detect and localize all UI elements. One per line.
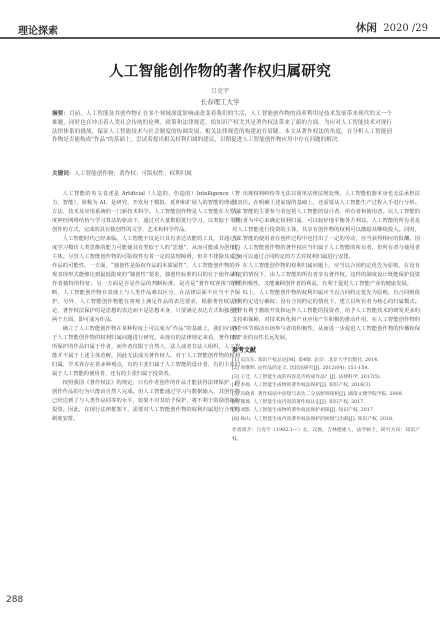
reference-item: [5] 冯晓青. 著作权法中思想与表达二分法原则探析[J]. 湖南文理学院学报, 2008. — [232, 391, 404, 397]
author-affiliation: 长春理工大学 — [200, 98, 240, 106]
author-bio: 作者简介：吕克宇（1992.1—）女，汉族，吉林德惠人，法学硕士，研究方向：知识产权。 — [232, 428, 420, 442]
reference-item: [2] 易继明. 论作品的定义. 比较法研究[J]. 2012(04): 151-154. — [232, 366, 369, 372]
reference-item: [4] 李扬. 人工智能生成物的著作权法保护[J]. 知识产权, 2016(3). — [232, 383, 372, 389]
reference-item: [1] 吴汉东. 知识产权总论[M]. 第4版. 北京：北京大学出版社, 2014. — [232, 358, 379, 363]
reference-item: [6] 熊琦. 人工智能生成内容的著作权认定[J]. 知识产权, 2017. — [232, 400, 365, 406]
article-author: 吕克宇 — [210, 88, 229, 95]
abstract-text: 目前，人工智能及其创作物正在多个领域深度影响或改变着我们的生活，人工智能创作物的商业利用是技术发展带来现代的又一个难题，同时也在冲击着人类社会传统的伦理、政策和法律规范。给知识产权尤其是著作权法带来了新的方面。为应对人工智能技术对现行法律体系的挑战，保证人工智能技术与社会制度的协调发展，相关法律规范的构建迫在眉睫。本文从著作权法的角度，在分析人工智能创作物是否能构成“作品”的基础上，尝试着提出相关权利归属的建议，以期促进人工智能创作物应用中存在问题的解决。 — [52, 111, 392, 144]
body-paragraph: 出现权利纠纷等无法以简单法律法规处理，人工智能机器本身也无法承担法律责任。在明确上述前提的基础上，还需要从人工智能生产过程入手进行分析。人工智能的主要参与者包括人工智能的设计者、所有者和使用者。以人工智能的所有者为中心来确定权利归属，可以较好地平衡各方利益。人工智能的所有者是对人工智能进行投资的主体，其享有创作物的权利可以激励其继续投入。同时，人工智能的使用者在创作过程中也付出了一定的劳动，应当获得相应的报酬。因此，人工智能创作物的著作权应当归属于人工智能的所有者，但所有者与使用者之间可以通过合同约定的方式对权利归属进行安排。 — [232, 191, 420, 260]
reference-item: [8] 孙山. 人工智能生成内容著作权法保护的困境与出路[J]. 知识产权, 2018. — [232, 416, 394, 422]
abstract-label: 摘要： — [52, 111, 70, 117]
reference-item: [3] 王迁. 人工智能生成的内容是否构成作品？[J]. 法律科学, 2017(5). — [232, 374, 382, 380]
keywords-label: 关键词： — [52, 171, 75, 177]
journal-brand: 休闲 — [355, 22, 377, 34]
references-heading: 参考文献 — [232, 347, 257, 354]
reference-item: [7] 刘影. 人工智能生成物的著作权法保护初探[J]. 知识产权, 2017. — [232, 408, 375, 414]
section-label: 理论探索 — [18, 26, 58, 37]
keywords-text: 人工智能创作物；著作权；可版权性；权利归属 — [74, 171, 192, 177]
article-title: 人工智能创作物的著作权归属研究 — [109, 64, 331, 80]
header-rule — [0, 37, 440, 39]
body-paragraph: 综上，人工智能创作物的权利归属应当以合同约定优先为原则，有合同则依合同约定进行确权；没有合同约定的情况下，建立以所有者为核心的归属模式。这样有利于激励开发和运作人工智能的投资者，给予人工智能技术的研发更多的支持和保障，对技术转化和产业应用产生积极的推动作用，在人工智能创作物的各个环节调动市场参与者的积极性，从而进一步促进人工智能创作物的传播和保护产业的良性长远发展。 — [232, 290, 420, 341]
body-paragraph: 确立了人工智能创作物在某种程度上可以成为“作品”的基础上，我们应该对于人工智能创作物的权利归属问题进行研究。从现有的法律规定来看，著作权法所保护的作品归属于作者，而作者仅限于自然人、法人或者非法人组织，人工智能并不属于上述主体范畴，因此无法成为著作权人。对于人工智能创作物的权利归属，学术界存在着多种观点，有的主张归属于人工智能的设计者，有的主张归属于人工智能的使用者，还有的主张归属于投资者。 — [52, 326, 240, 377]
body-paragraph: 按照我国《著作权法》的规定，只有作者创作的作品才能获得法律保护，而创作作品的行为只能由自然人完成。但人工智能通过学习与数据输入，其创作物已经达到了与人类作品同等的水平，如果不对其给予保护，将不利于鼓励创新和投资。因此，在现行法律框架下，需要对人工智能创作物的权利归属进行合理的制度安排。 — [52, 380, 240, 422]
body-column-left — [52, 190, 240, 424]
page-number: 288 — [6, 595, 24, 605]
keywords — [52, 169, 392, 177]
body-paragraph: 在人工智能创作物的权利归属问题上，应当以合同约定优先为原则，在没有约定的情况下，由人工智能的所有者享有著作权。这样的制度设计既能保护投资者的积极性，又能兼顾创作者的利益，有利于促进人工智能产业的健康发展。 — [232, 263, 420, 287]
page-header — [0, 0, 440, 40]
references-list — [232, 357, 420, 424]
body-paragraph: 人工智能的英文表述是 Artificial（人造的、仿造的）Intelligence（智力、智能），简称为 AI，是研究、开发用于模拟、延伸和扩展人的智能的理论、方法、技术及应用系统的一门新技术科学。人工智能创作物是人工智能在大型深度神经网络结构与学习算法的驱动下，通过对大量数据进行学习，以类似于人类创作的方式，完成的具有独创性的文学、艺术和科学作品。 — [52, 191, 240, 233]
body-column-right — [232, 190, 420, 444]
body-paragraph: 人工智能时代已经来临。人工智能不仅是只具有表达功能的工具，其通过深度学习模仿人类思维的能力可能使其有类似于人的“思想”，从而可能成为创作的主体。尽管人工智能创作物的可版权性有着一定的法理障碍，但并不排除其成为作品的可能性。一方面，“独创性是版权作品的本质属性”，人工智能创作物的外观表现形式能够达到最低限度的“独创性”要求，独创性标准的目的在于使作品有作者独特的特征；另一方面是否是作品的判断标准，是否是“著作权客体”的判断，人工智能创作物在表现上与人类作品难以区分，在法律层面不应当不予保护。另外，人工智能创作物能在客观上满足作品的表达要求，根据著作权法理论，著作权法保护的是思想的表达而不是思想本身，只要满足表达方式和独创性两个方面，即可成为作品。 — [52, 236, 240, 323]
journal-issue: 2020 /29 — [383, 23, 428, 34]
abstract — [52, 110, 392, 145]
journal-info — [356, 20, 428, 35]
